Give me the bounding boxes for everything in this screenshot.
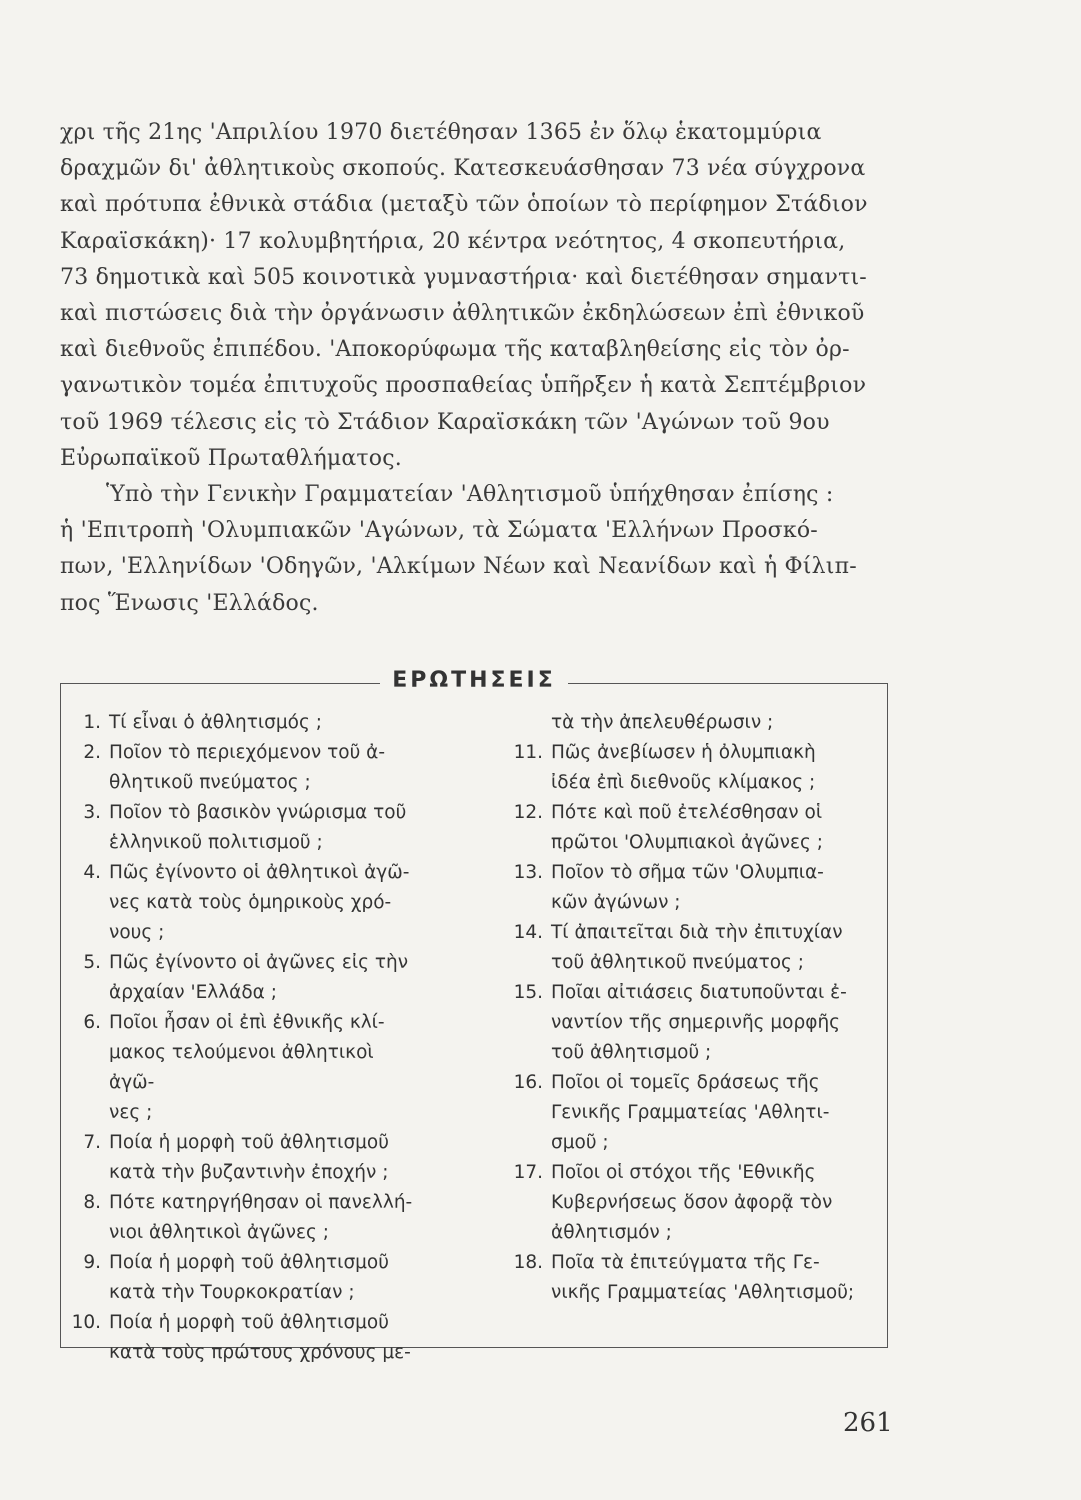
question-number: 10. [71, 1312, 101, 1333]
question-line: νους ; [109, 922, 165, 943]
question-number: 2. [83, 742, 101, 763]
question-line: νες ; [109, 1102, 153, 1123]
question-line: ἀρχαίαν 'Ελλάδα ; [109, 982, 277, 1003]
questions-right-column [505, 708, 880, 1308]
question-item [505, 918, 880, 978]
question-line: Πότε κατηργήθησαν οἱ πανελλή- [109, 1192, 413, 1213]
paragraph-1 [60, 115, 902, 477]
question-item [63, 798, 423, 858]
questions-heading-wrap [61, 668, 887, 693]
question-number: 9. [83, 1252, 101, 1273]
question-number: 6. [83, 1012, 101, 1033]
question-line: ἀθλητισμόν ; [551, 1222, 672, 1243]
text-line: πος Ἕνωσις 'Ελλάδος. [60, 590, 319, 616]
question-number: 12. [513, 802, 543, 823]
question-item [505, 738, 880, 798]
question-number: 17. [513, 1162, 543, 1183]
question-line: Πότε καὶ ποῦ ἐτελέσθησαν οἱ [551, 802, 823, 823]
text-line: ἡ 'Επιτροπὴ 'Ολυμπιακῶν 'Αγώνων, τὰ Σώματα 'Ελλήνων Προσκό- [60, 518, 818, 544]
question-number: 5. [83, 952, 101, 973]
question-item [63, 1128, 423, 1188]
question-line: Κυβερνήσεως ὅσον ἀφορᾷ τὸν [551, 1192, 833, 1213]
question-line: Ποῖαι αἰτιάσεις διατυποῦνται ἐ- [551, 982, 847, 1003]
question-line: ἰδέα ἐπὶ διεθνοῦς κλίμακος ; [551, 772, 816, 793]
question-line: Ποῖον τὸ σῆμα τῶν 'Ολυμπια- [551, 862, 824, 883]
questions-heading: ΕΡΩΤΗΣΕΙΣ [380, 668, 568, 693]
question-number: 11. [513, 742, 543, 763]
question-item [505, 858, 880, 918]
question-line: Ποῖοι ἦσαν οἱ ἐπὶ ἐθνικῆς κλί- [109, 1012, 385, 1033]
question-line: ἑλληνικοῦ πολιτισμοῦ ; [109, 832, 323, 853]
text-line: γανωτικὸν τομέα ἐπιτυχοῦς προσπαθείας ὑπῆρξεν ἡ κατὰ Σεπτέμβριον [60, 373, 867, 399]
question-number: 18. [513, 1252, 543, 1273]
question-item [505, 1068, 880, 1158]
question-item [505, 978, 880, 1068]
question-item [63, 1008, 423, 1128]
question-line: τοῦ ἀθλητισμοῦ ; [551, 1042, 712, 1063]
question-line: νιοι ἀθλητικοὶ ἀγῶνες ; [109, 1222, 329, 1243]
page-number: 261 [843, 1408, 893, 1438]
question-line: Γενικῆς Γραμματείας 'Αθλητι- [551, 1102, 830, 1123]
text-line: Καραϊσκάκη)· 17 κολυμβητήρια, 20 κέντρα νεότητος, 4 σκοπευτήρια, [60, 228, 846, 254]
question-line: θλητικοῦ πνεύματος ; [109, 772, 311, 793]
question-number: 13. [513, 862, 543, 883]
text-line: 73 δημοτικὰ καὶ 505 κοινοτικὰ γυμναστήρια· καὶ διετέθησαν σημαντι- [60, 264, 867, 290]
question-line: μακος τελούμενοι ἀθλητικοὶ ἀγῶ- [109, 1042, 374, 1093]
question-item [63, 1248, 423, 1308]
text-line: δραχμῶν δι' ἀθλητικοὺς σκοπούς. Κατεσκευάσθησαν 73 νέα σύγχρονα [60, 156, 866, 182]
text-line: Εὐρωπαϊκοῦ Πρωταθλήματος. [60, 445, 402, 471]
questions-box [60, 668, 888, 1363]
question-number: 8. [83, 1192, 101, 1213]
question-item [63, 708, 423, 738]
question-line: κατὰ τοὺς πρώτους χρόνους με- [109, 1342, 411, 1363]
paragraph-2 [60, 477, 902, 622]
question-item [63, 738, 423, 798]
question-number: 1. [83, 712, 101, 733]
body-text [60, 115, 902, 622]
question-item [63, 858, 423, 948]
text-line: καὶ διεθνοῦς ἐπιπέδου. 'Αποκορύφωμα τῆς καταβληθείσης εἰς τὸν ὀρ- [60, 337, 850, 363]
question-line: Ποία ἡ μορφὴ τοῦ ἀθλητισμοῦ [109, 1312, 389, 1333]
text-line: καὶ πρότυπα ἐθνικὰ στάδια (μεταξὺ τῶν ὁποίων τὸ περίφημον Στάδιον [60, 192, 868, 218]
question-line: κῶν ἀγώνων ; [551, 892, 681, 913]
question-line: Πῶς ἐγίνοντο οἱ ἀθλητικοὶ ἀγῶ- [109, 862, 410, 883]
text-line: πων, 'Ελληνίδων 'Οδηγῶν, 'Αλκίμων Νέων καὶ Νεανίδων καὶ ἡ Φίλιπ- [60, 554, 857, 580]
question-item [63, 948, 423, 1008]
questions-left-column [63, 708, 423, 1368]
question-line: πρῶτοι 'Ολυμπιακοὶ ἀγῶνες ; [551, 832, 823, 853]
question-line: Τί εἶναι ὁ ἀθλητισμός ; [109, 712, 322, 733]
question-number: 7. [83, 1132, 101, 1153]
text-line: χρι τῆς 21ης 'Απριλίου 1970 διετέθησαν 1365 ἐν ὅλῳ ἑκατομμύρια [60, 120, 822, 145]
question-line: νικῆς Γραμματείας 'Αθλητισμοῦ; [551, 1282, 855, 1303]
question-number: 15. [513, 982, 543, 1003]
question-number: 3. [83, 802, 101, 823]
question-line: κατὰ τὴν Τουρκοκρατίαν ; [109, 1282, 355, 1303]
question-item [63, 1188, 423, 1248]
question-item [63, 1308, 423, 1368]
question-line: Ποία ἡ μορφὴ τοῦ ἀθλητισμοῦ [109, 1252, 389, 1273]
question-item [505, 798, 880, 858]
question-line: Ποῖοι οἱ τομεῖς δράσεως τῆς [551, 1072, 820, 1093]
question-line: τοῦ ἀθλητικοῦ πνεύματος ; [551, 952, 805, 973]
question-line: κατὰ τὴν βυζαντινὴν ἐποχήν ; [109, 1162, 389, 1183]
text-line: Ὑπὸ τὴν Γενικὴν Γραμματείαν 'Αθλητισμοῦ ὑπήχθησαν ἐπίσης : [106, 482, 834, 508]
question-line: σμοῦ ; [551, 1132, 609, 1153]
text-line: καὶ πιστώσεις διὰ τὴν ὀργάνωσιν ἀθλητικῶν ἐκδηλώσεων ἐπὶ ἐθνικοῦ [60, 301, 865, 327]
question-line: Ποῖα τὰ ἐπιτεύγματα τῆς Γε- [551, 1252, 820, 1273]
question-number: 16. [513, 1072, 543, 1093]
question-line: Ποῖον τὸ βασικὸν γνώρισμα τοῦ [109, 802, 407, 823]
question-line: Τί ἀπαιτεῖται διὰ τὴν ἐπιτυχίαν [551, 922, 843, 943]
question-number: 14. [513, 922, 543, 943]
question-item [505, 1158, 880, 1248]
question-line: νες κατὰ τοὺς ὁμηρικοὺς χρό- [109, 892, 392, 913]
question-item [505, 1248, 880, 1308]
question-line: ναντίον τῆς σημερινῆς μορφῆς [551, 1012, 841, 1033]
question-line: Ποία ἡ μορφὴ τοῦ ἀθλητισμοῦ [109, 1132, 389, 1153]
text-line: τοῦ 1969 τέλεσις εἰς τὸ Στάδιον Καραϊσκάκη τῶν 'Αγώνων τοῦ 9ου [60, 409, 830, 435]
question-line: Ποῖον τὸ περιεχόμενον τοῦ ἀ- [109, 742, 386, 763]
question-number: 4. [83, 862, 101, 883]
question-line: Πῶς ἀνεβίωσεν ἡ ὀλυμπιακὴ [551, 742, 816, 763]
question-line: Πῶς ἐγίνοντο οἱ ἀγῶνες εἰς τὴν [109, 952, 409, 973]
question-continuation: τὰ τὴν ἀπελευθέρωσιν ; [551, 712, 774, 733]
question-line: Ποῖοι οἱ στόχοι τῆς 'Εθνικῆς [551, 1162, 816, 1183]
